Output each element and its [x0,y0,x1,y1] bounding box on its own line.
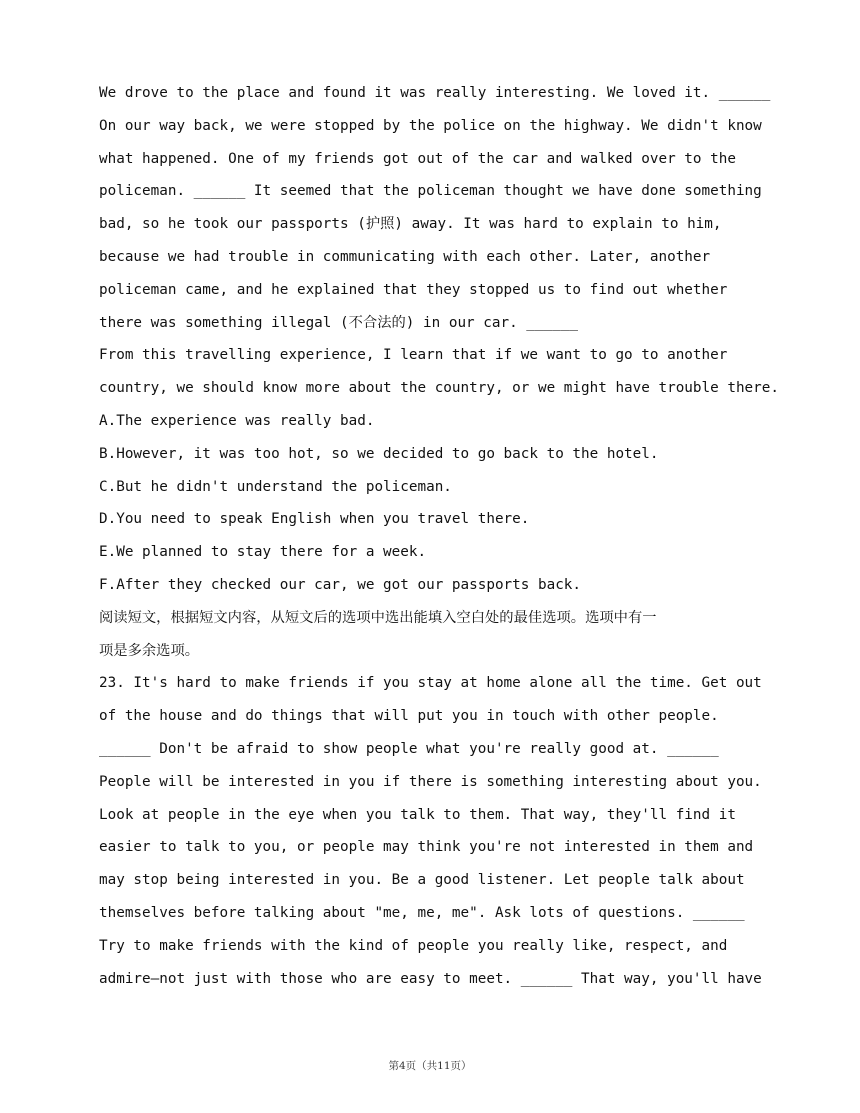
text-line: We drove to the place and found it was really interesting. We loved it. ______ [99,85,771,101]
option-d: D.You need to speak English when you travel there. [99,511,530,528]
option-b: B.However, it was too hot, so we decided to go back to the hotel. [99,445,659,462]
option-f: F.After they checked our car, we got our passports back. [99,576,582,593]
text-line: easier to talk to you, or people may think you're not interested in them and [99,839,754,856]
text-line: Look at people in the eye when you talk to them. That way, they'll find it [99,806,736,823]
text-line: People will be interested in you if there is something interesting about you. [99,773,762,790]
text-line: country, we should know more about the country, or we might have trouble there. [99,380,779,397]
option-a: A.The experience was really bad. [99,412,375,429]
text-line: of the house and do things that will put you in touch with other people. [99,708,719,725]
text-line: themselves before talking about "me, me, me". Ask lots of questions. ______ [99,904,745,921]
text-line: From this travelling experience, I learn that if we want to go to another [99,347,728,364]
instruction-line: 项是多余选项。 [99,642,200,659]
text-line: admire—not just with those who are easy to meet. ______ That way, you'll have [99,970,762,987]
text-line: bad, so he took our passports (护照) away. It was hard to explain to him, [99,216,722,233]
text-line: because we had trouble in communicating with each other. Later, another [99,248,711,265]
text-line: what happened. One of my friends got out of the car and walked over to the [99,150,736,167]
page-footer: 第4页（共11页） [388,1060,472,1072]
text-line: may stop being interested in you. Be a good listener. Let people talk about [99,872,745,889]
text-line: ______ Don't be afraid to show people what you're really good at. ______ [99,740,719,757]
text-line: Try to make friends with the kind of people you really like, respect, and [99,937,728,954]
document-body [99,77,779,995]
text-line: policeman. ______ It seemed that the policeman thought we have done something [99,183,762,200]
text-line: On our way back, we were stopped by the police on the highway. We didn't know [99,117,762,134]
option-e: E.We planned to stay there for a week. [99,544,427,561]
instruction-line: 阅读短文，根据短文内容，从短文后的选项中选出能填入空白处的最佳选项。选项中有一 [99,609,657,626]
question-23-line: 23. It's hard to make friends if you stay at home alone all the time. Get out [99,675,762,692]
option-c: C.But he didn't understand the policeman. [99,478,452,495]
text-line: there was something illegal (不合法的) in our car. ______ [99,314,578,331]
text-line: policeman came, and he explained that they stopped us to find out whether [99,281,728,298]
